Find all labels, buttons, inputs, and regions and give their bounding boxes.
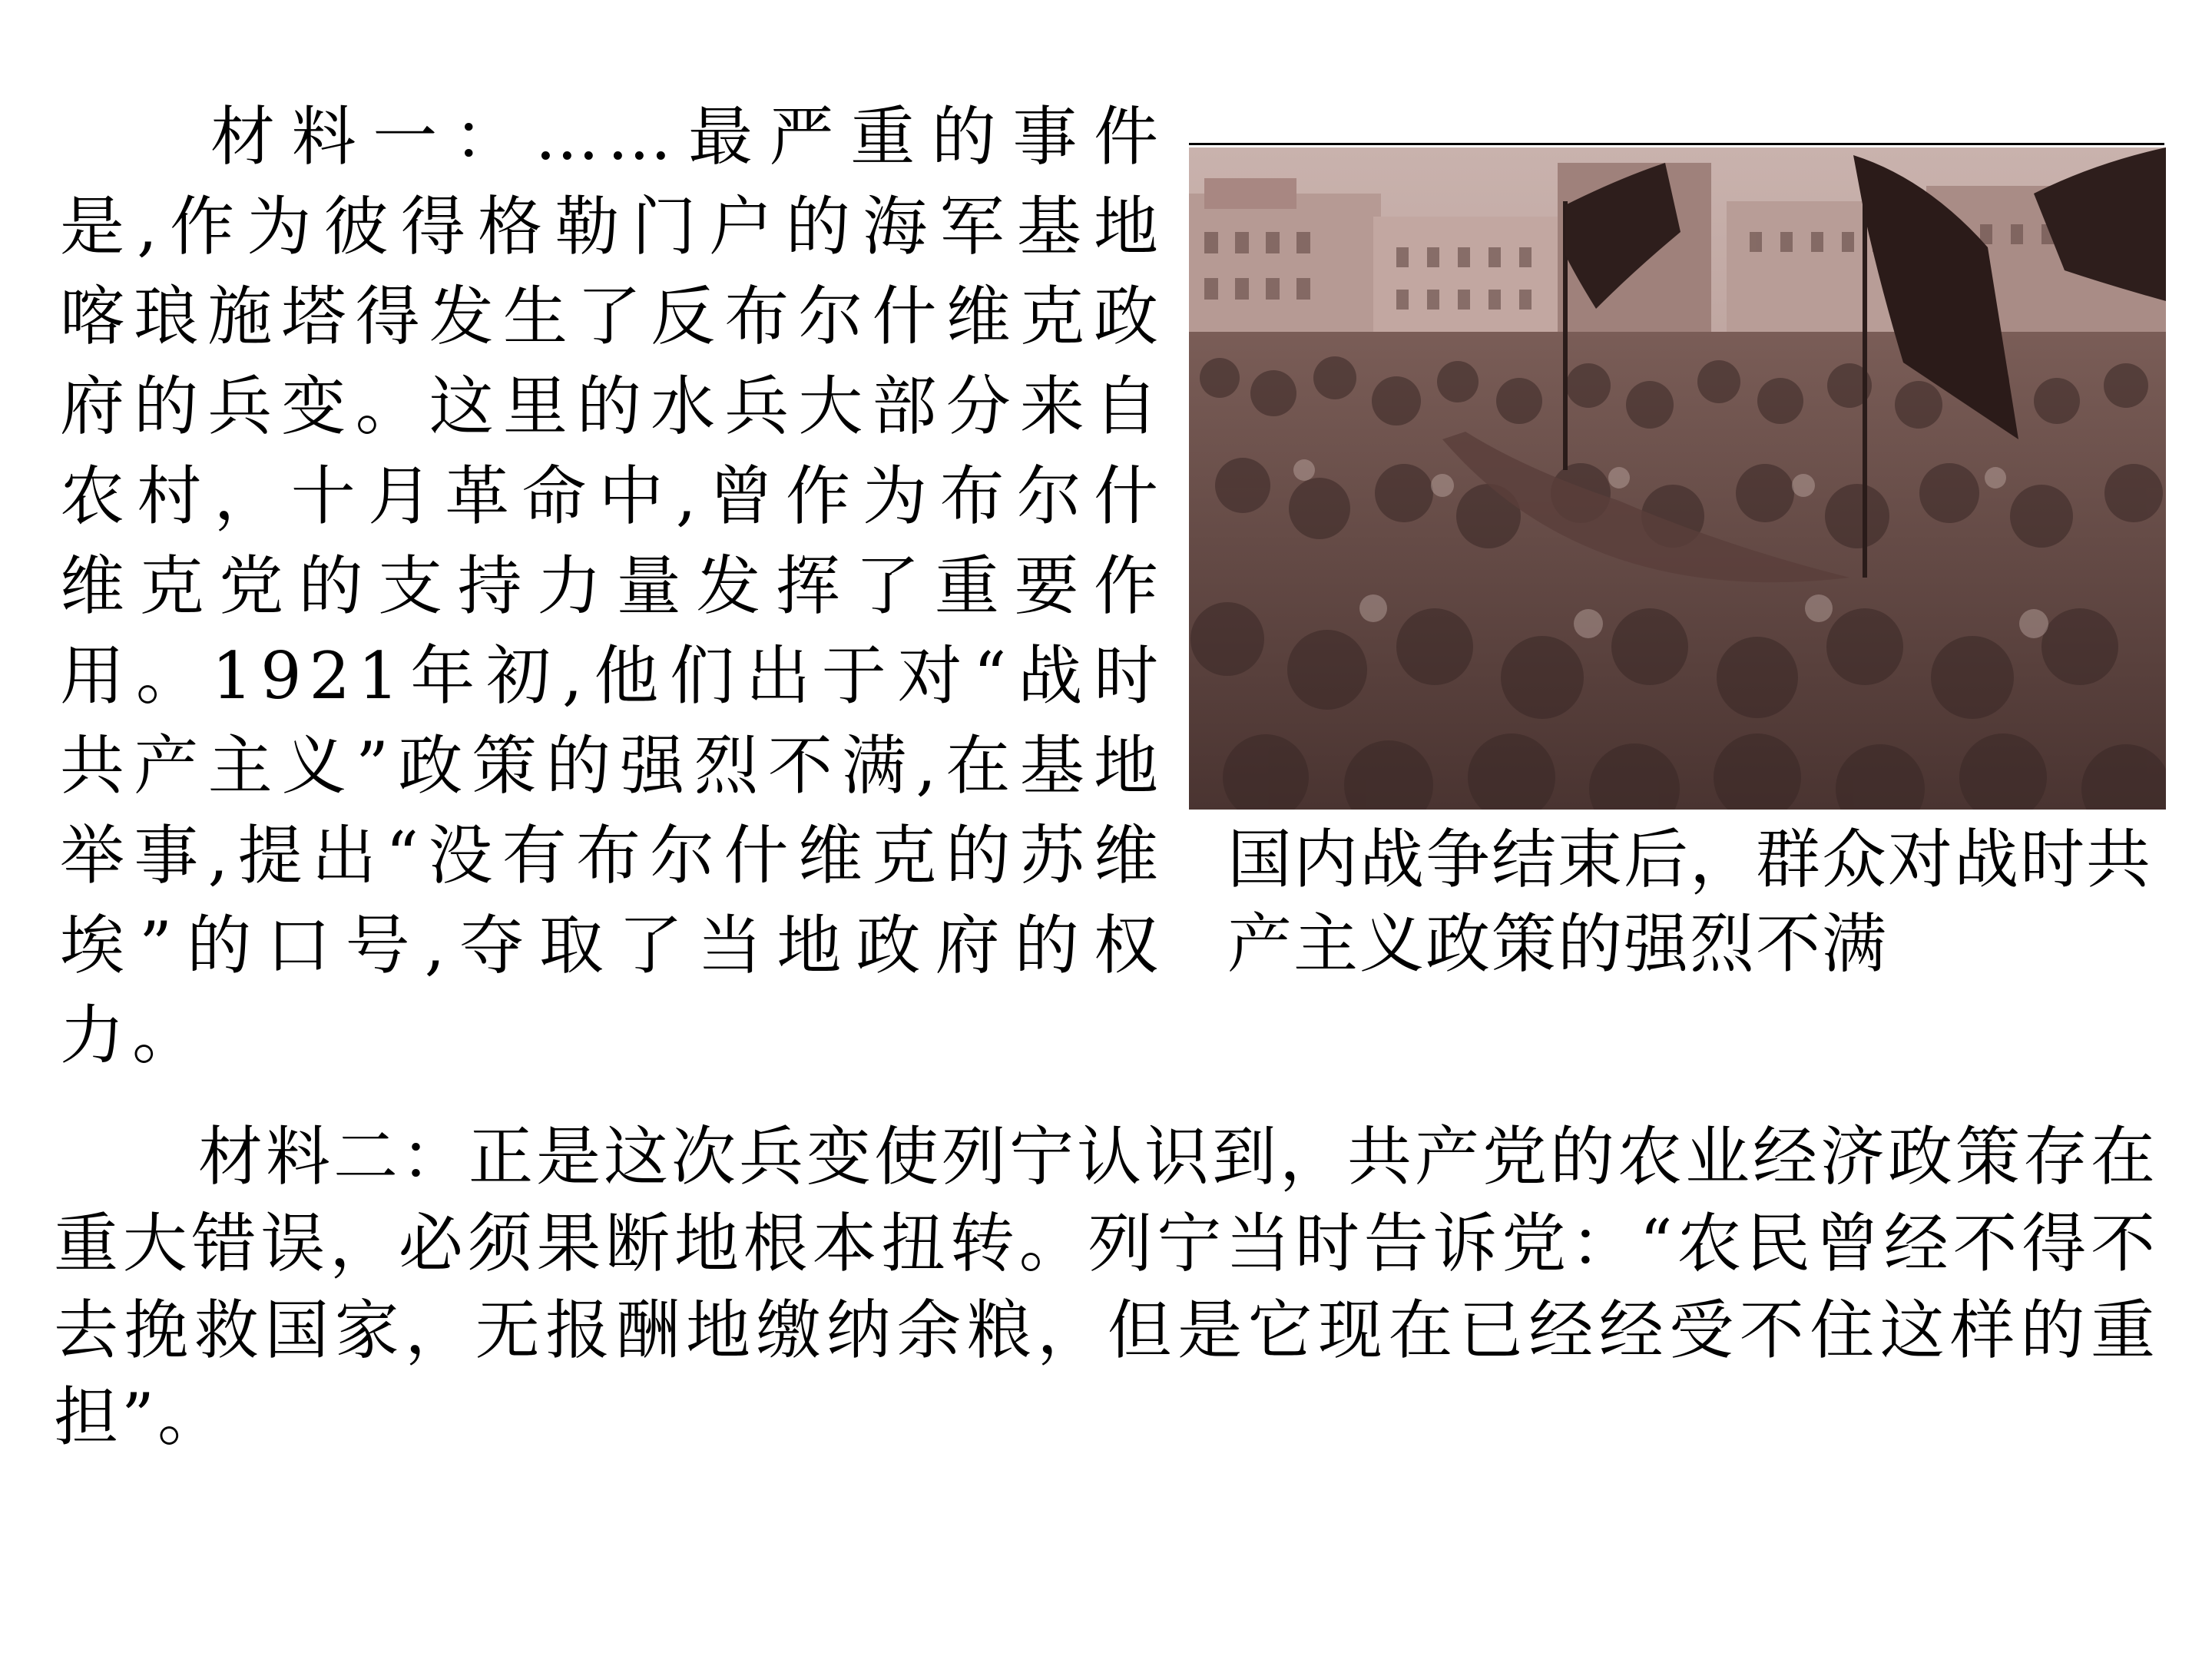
crowd-photo-illustration [1189, 147, 2166, 810]
photo-top-rule [1189, 143, 2164, 145]
material-one-paragraph: 材料一：……最严重的事件是,作为彼得格勒门户的海军基地喀琅施塔得发生了反布尔什维克政府的兵变。这里的水兵大部分来自农村，十月革命中,曾作为布尔什维克党的支持力量发挥了重要作用。1921年初,他们出于对“战时共产主义”政策的强烈不满,在基地举事,提出“没有布尔什维克的苏维埃”的口号,夺取了当地政府的权力。 [60, 99, 1166, 1073]
material-two-paragraph: 材料二：正是这次兵变使列宁认识到，共产党的农业经济政策存在重大错误，必须果断地根本扭转。列宁当时告诉党：“农民曾经不得不去挽救国家，无报酬地缴纳余粮，但是它现在已经经受不住这样的重担”。 [54, 1119, 2159, 1455]
historical-crowd-photo [1189, 147, 2166, 810]
photo-caption: 国内战争结束后，群众对战时共产主义政策的强烈不满 [1227, 822, 2153, 982]
